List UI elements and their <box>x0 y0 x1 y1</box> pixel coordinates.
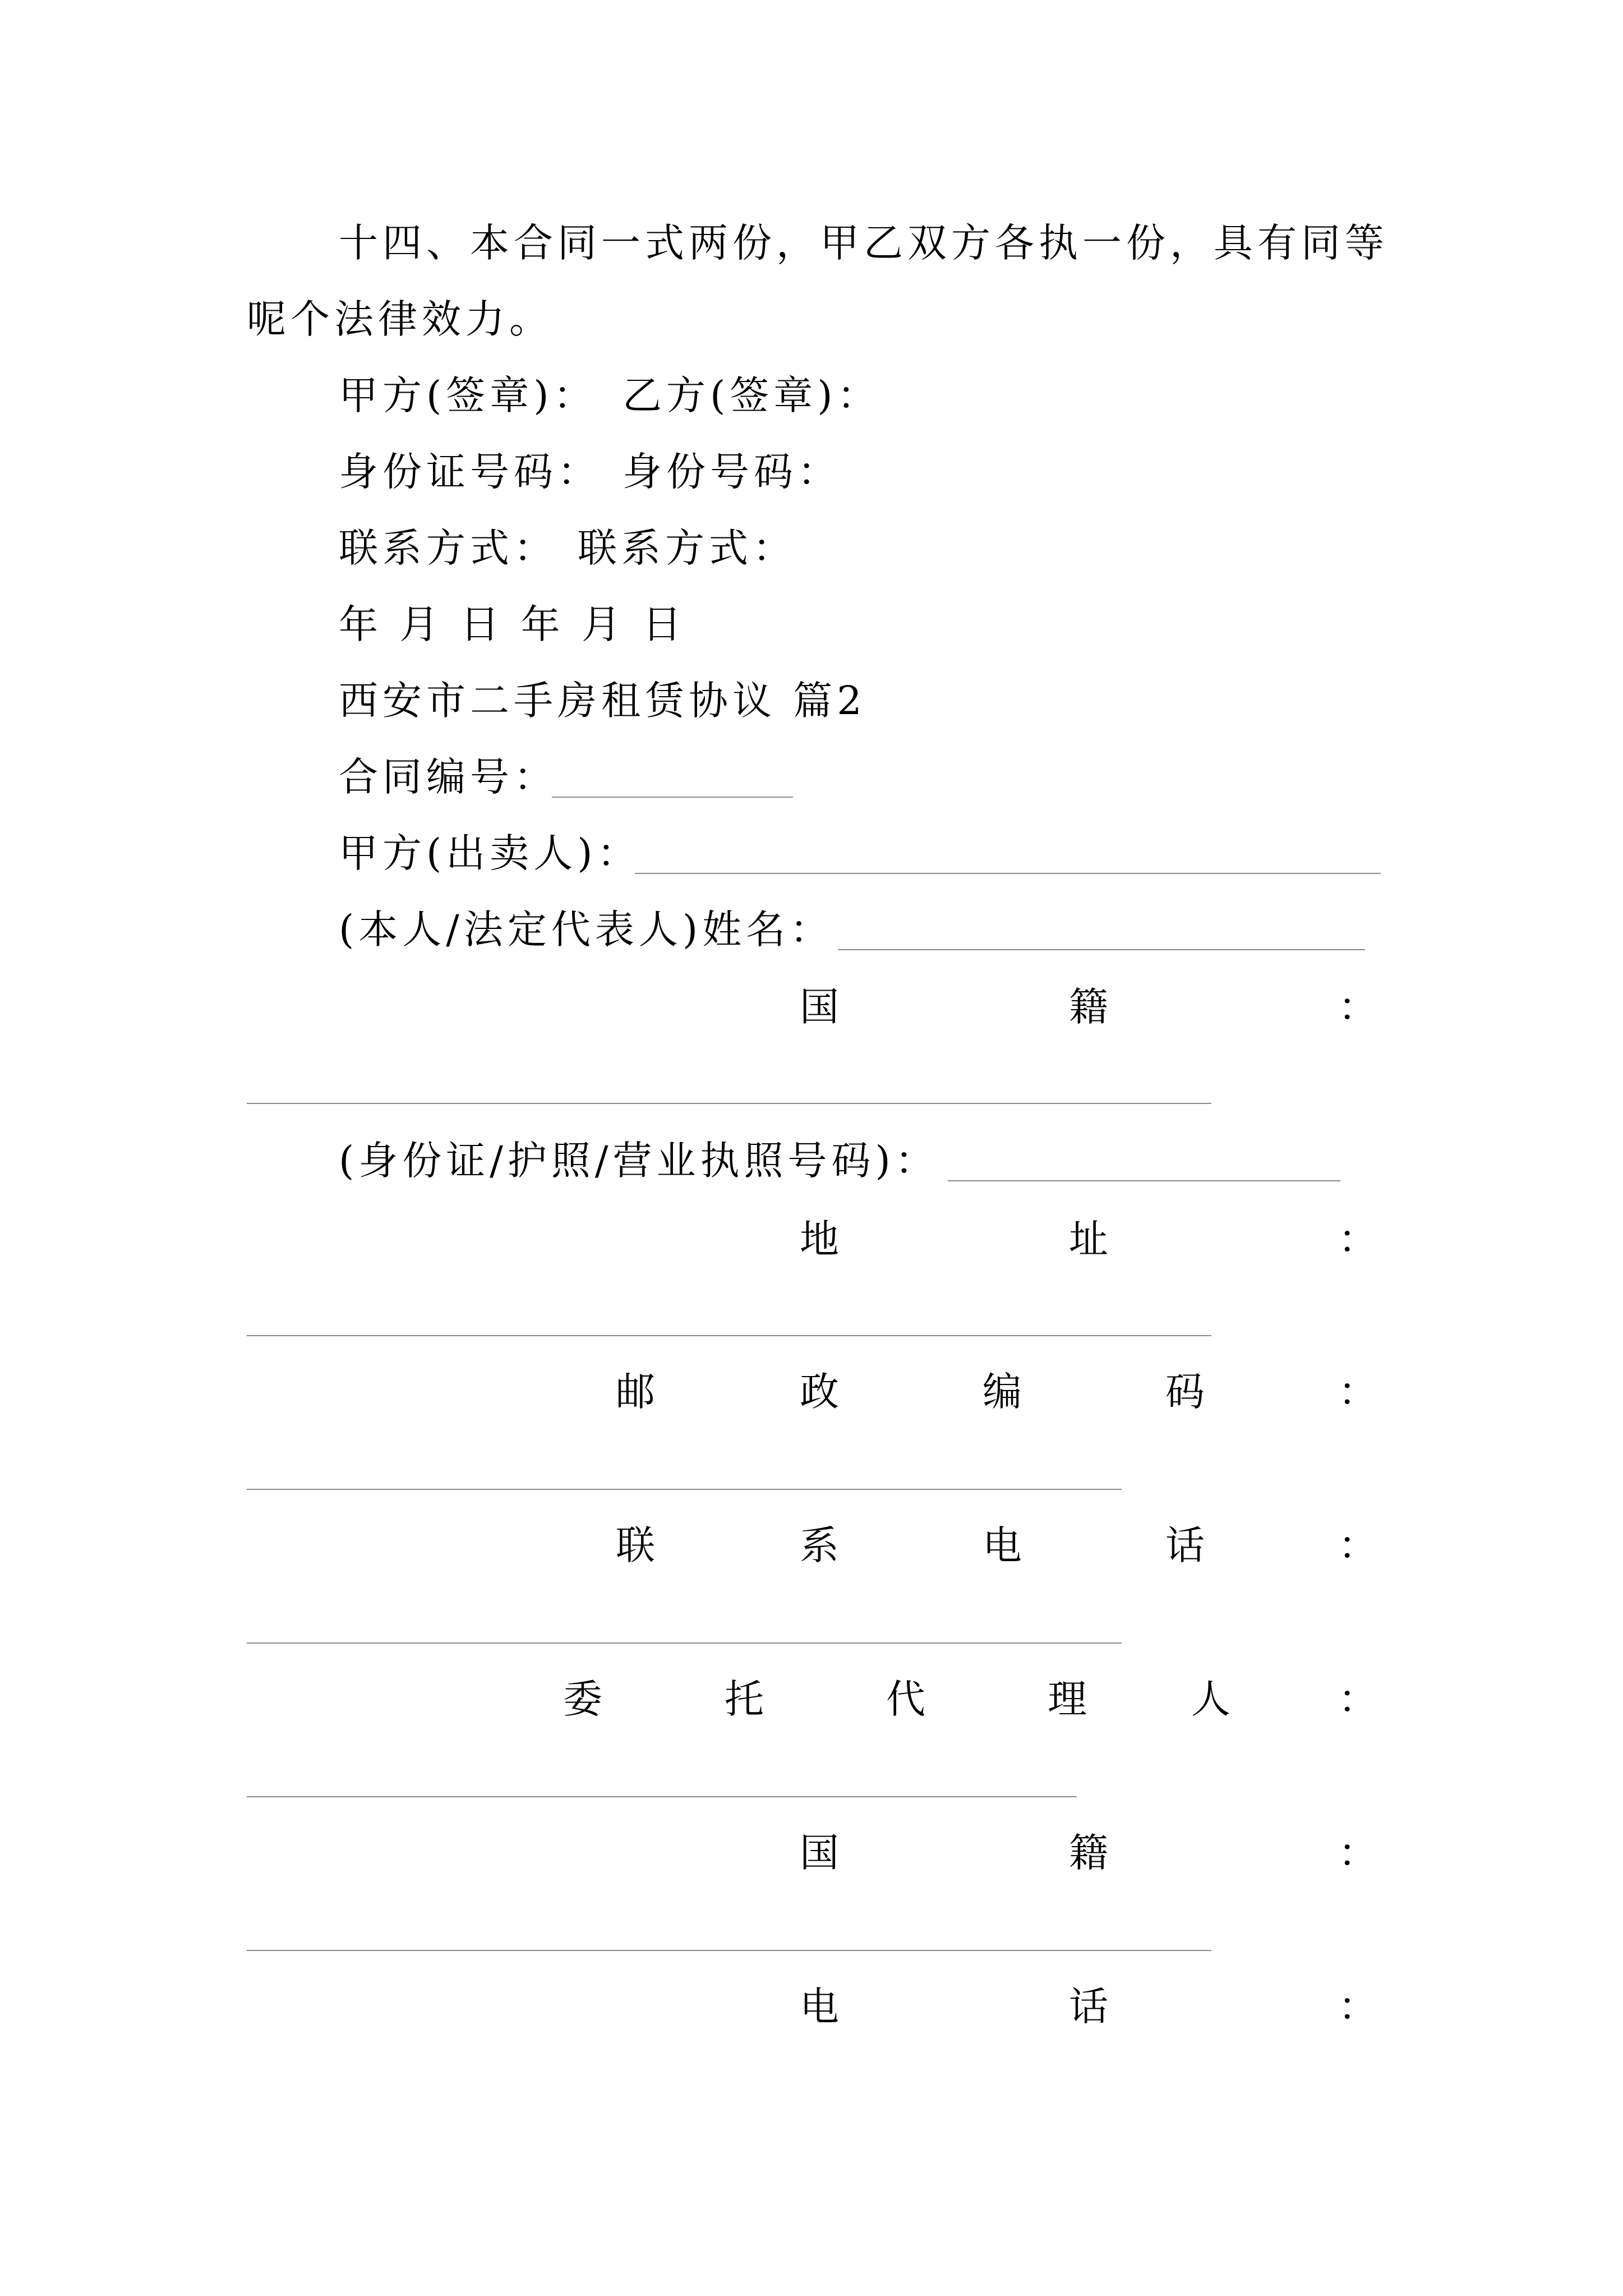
spread-char: 委 <box>563 1676 602 1722</box>
spread-char: 政 <box>800 1369 839 1415</box>
name-label: (本人/法定代表人)姓名： <box>339 907 834 953</box>
address-blank <box>247 1335 1211 1336</box>
id-number-label: (身份证/护照/营业执照号码)： <box>339 1138 939 1184</box>
spread-char: 籍 <box>1069 984 1108 1030</box>
clause-14-line-2: 呢个法律效力。 <box>247 296 553 342</box>
clause-14-line-1: 十四、本合同一式两份，甲乙双方各执一份，具有同等 <box>339 220 1389 266</box>
party-b-contact-label: 联系方式： <box>578 525 796 571</box>
party-a-signature-label: 甲方(签章)： <box>339 372 597 418</box>
party-a-seller-blank <box>635 873 1381 874</box>
spread-colon: ： <box>1338 1830 1377 1876</box>
phone-blank <box>247 1642 1122 1644</box>
spread-char: 址 <box>1069 1216 1108 1262</box>
spread-char: 国 <box>800 1830 839 1876</box>
spread-char: 联 <box>616 1522 655 1568</box>
party-a-contact-label: 联系方式： <box>339 525 557 571</box>
party-a-seller-label: 甲方(出卖人)： <box>339 830 641 876</box>
spread-char: 码 <box>1165 1369 1205 1415</box>
nationality-blank <box>247 1103 1211 1104</box>
spread-char: 话 <box>1069 1984 1108 2030</box>
spread-char: 人 <box>1191 1676 1230 1722</box>
spread-colon: ： <box>1338 1676 1377 1722</box>
section-title: 西安市二手房租赁协议 篇2 <box>339 678 866 724</box>
spread-colon: ： <box>1338 1984 1377 2030</box>
spread-char: 邮 <box>616 1369 655 1415</box>
party-b-id-label: 身份号码： <box>623 449 841 495</box>
spread-char: 系 <box>800 1522 839 1568</box>
contract-number-blank <box>552 797 793 798</box>
spread-char: 电 <box>800 1984 839 2030</box>
spread-char: 国 <box>800 984 839 1030</box>
spread-char: 话 <box>1165 1522 1205 1568</box>
spread-char: 电 <box>983 1522 1022 1568</box>
spread-char: 代 <box>886 1676 925 1722</box>
id-number-blank <box>948 1180 1340 1181</box>
date-line: 年 月 日 年 月 日 <box>339 601 686 647</box>
party-a-id-label: 身份证号码： <box>339 449 601 495</box>
spread-colon: ： <box>1338 1216 1377 1262</box>
agent-blank <box>247 1796 1077 1797</box>
name-blank <box>838 949 1365 950</box>
spread-char: 地 <box>800 1216 839 1262</box>
spread-char: 籍 <box>1069 1830 1108 1876</box>
party-b-signature-label: 乙方(签章)： <box>623 372 881 418</box>
postal-code-blank <box>247 1489 1122 1490</box>
spread-colon: ： <box>1338 1369 1377 1415</box>
spread-colon: ： <box>1338 984 1377 1030</box>
contract-number-label: 合同编号： <box>339 754 557 800</box>
spread-char: 编 <box>983 1369 1022 1415</box>
agent-nationality-blank <box>247 1950 1211 1951</box>
spread-char: 理 <box>1048 1676 1087 1722</box>
spread-char: 托 <box>725 1676 764 1722</box>
spread-colon: ： <box>1338 1522 1377 1568</box>
